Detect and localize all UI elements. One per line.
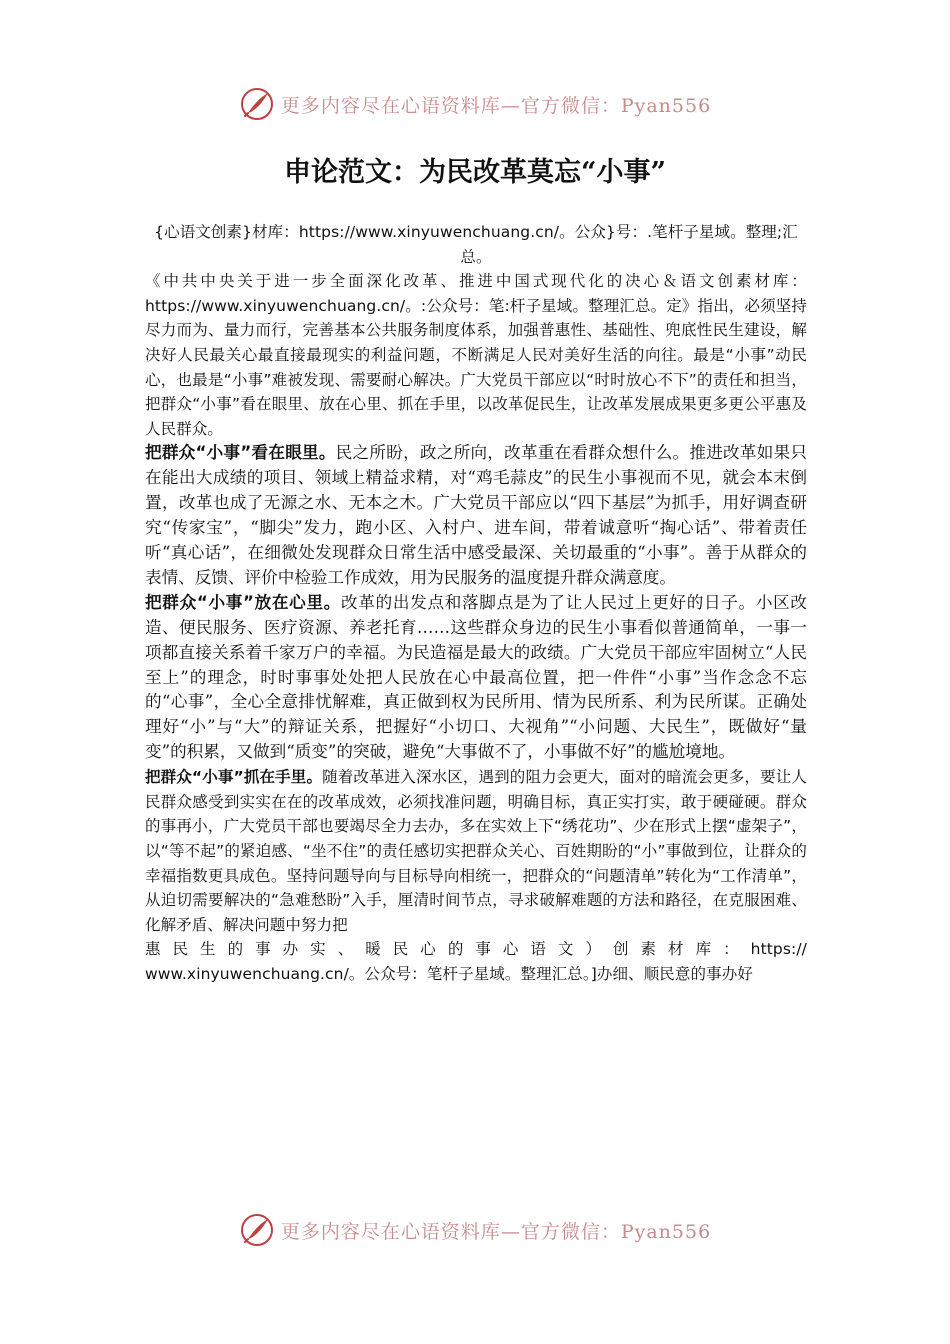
- section-1-heading: 把群众“小事”看在眼里。: [145, 443, 336, 463]
- section-2-paragraph: [145, 591, 807, 765]
- section-3-paragraph: [145, 765, 807, 937]
- intro-paragraph: 《中共中央关于进一步全面深化改革、推进中国式现代化的决心＆语文创素材库：https://www.xinyuwenchuang.cn/。:公众号：笔:杆子星域。整理汇总。定》指出，必须坚持尽力而为、量力而行，完善基本公共服务制度体系，加强普惠性、基础性、兜底性民生建设，解决好人民最关心最直接最现实的利益问题，不断满足人民对美好生活的向往。最是“小事”动民心，也最是“小事”难被发现、需要耐心解决。广大党员干部应以“时时放心不下”的责任和担当，把群众“小事”看在眼里、放在心里、抓在手里，以改革促民生，让改革发展成果更多更公平惠及人民群众。: [145, 272, 807, 438]
- footer-banner: [0, 1210, 950, 1250]
- banner-text: 更多内容尽在心语资料库—官方微信：Pyan556: [280, 1220, 712, 1243]
- header-banner: [0, 84, 950, 124]
- source-note: {心语文创素}材库：https://www.xinyuwenchuang.cn/。公众}号：.笔杆子星域。整理;汇总。: [154, 223, 798, 266]
- section-2-heading: 把群众“小事”放在心里。: [145, 592, 342, 612]
- banner-text: 更多内容尽在心语资料库—官方微信：Pyan556: [280, 94, 712, 117]
- section-3-spread-line: 惠民生的事办实、暖民心的事心语文）创素材库：https://: [145, 940, 807, 959]
- section-2-text: 改革的出发点和落脚点是为了让人民过上更好的日子。小区改造、便民服务、医疗资源、养老托育……这些群众身边的民生小事看似普通简单，一事一项都直接关系着千家万户的幸福。为民造福是最大的政绩。广大党员干部应牢固树立“人民至上”的理念，时时事事处处把人民放在心中最高位置，把一件件“小事”当作念念不忘的“心事”，全心全意排忧解难，真正做到权为民所用、情为民所系、利为民所谋。正确处理好“小”与“大”的辩证关系，把握好“小切口、大视角”“小问题、大民生”，既做好“量变”的积累，又做到“质变”的突破，避免“大事做不了，小事做不好”的尴尬境地。: [145, 592, 808, 762]
- section-1-text: 民之所盼，政之所向，改革重在看群众想什么。推进改革如果只在能出大成绩的项目、领域上精益求精，对“鸡毛蒜皮”的民生小事视而不见，就会本末倒置，改革也成了无源之水、无本之木。广大党员干部应以“四下基层”为抓手，用好调查研究“传家宝”，“脚尖”发力，跑小区、入村户、进车间，带着诚意听“掏心话”、带着责任听“真心话”，在细微处发现群众日常生活中感受最深、关切最重的“小事”。善于从群众的表情、反馈、评价中检验工作成效，用为民服务的温度提升群众满意度。: [145, 443, 808, 587]
- section-1-paragraph: [145, 441, 807, 590]
- section-3-heading: 把群众“小事”抓在手里。: [145, 768, 323, 787]
- feather-pen-logo-icon: [239, 86, 275, 122]
- section-3-text: 随着改革进入深水区，遇到的阻力会更大，面对的暗流会更多，要让人民群众感受到实实在在的改革成效，必须找准问题，明确目标，真正实打实，敢于硬碰硬。群众的事再小，广大党员干部也要竭尽全力去办，多在实效上下“绣花功”、少在形式上摆“虚架子”，以“等不起”的紧迫感、“坐不住”的责任感切实把群众关心、百姓期盼的“小”事做到位，让群众的幸福指数更具成色。坚持问题导向与目标导向相统一，把群众的“问题清单”转化为“工作清单”，从迫切需要解决的“急难愁盼”入手，厘清时间节点，寻求破解难题的方法和路径，在克服困难、化解矛盾、解决问题中努力把: [145, 768, 807, 934]
- section-3-tail: www.xinyuwenchuang.cn/。公众号：笔杆子星域。整理汇总。]办细、顺民意的事办好: [145, 964, 753, 983]
- feather-pen-logo-icon: [239, 1212, 275, 1248]
- page-title: 申论范文：为民改革莫忘“小事”: [283, 157, 667, 188]
- article-body: [145, 220, 807, 986]
